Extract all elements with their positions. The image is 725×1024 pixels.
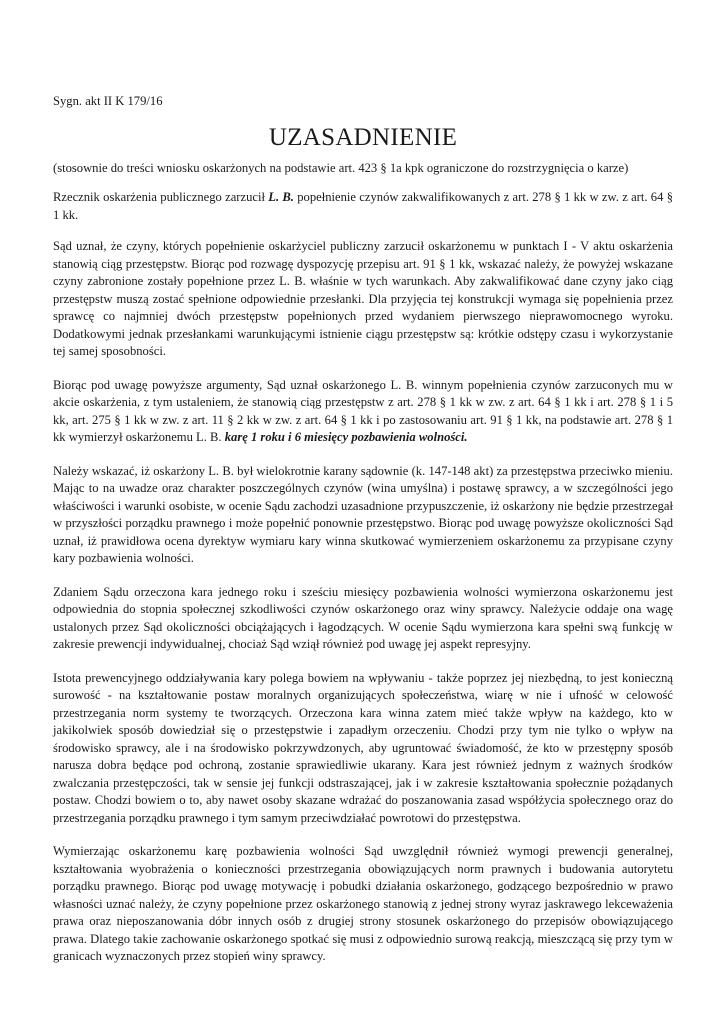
document-body [53,93,673,982]
paragraph-charges-text-start: Rzecznik oskarżenia publicznego zarzucił [53,190,269,204]
penalty-statement: karę 1 roku i 6 miesięcy pozbawienia wolności. [224,430,468,444]
paragraph-general-prevention: Wymierzając oskarżonemu karę pozbawienia wolności Sąd uwzględnił również wymogi prewencji generalnej, kształtowania wyobrażenia o konieczności przestrzegania obowiązujących norm prawnych i budowania autorytetu porządku prawnego. Biorąc pod uwagę motywację i pobudki działania oskarżonego, godzącego bezpośrednio w prawo własności uznać należy, że czyny popełnione przez oskarżonego stanowią z jednej strony wyraz jaskrawego lekceważenia prawa oraz nieposzanowania dóbr innych osób z drugiej strony stosunek oskarżonego do przepisów obowiązującego prawa. Dlatego takie zachowanie oskarżonego spotkać się musi z odpowiednio surową reakcją, mieszczącą się przy tym w granicach wyznaczonych przez stopień winy sprawcy. [53,844,673,963]
paragraph-charges-text-end: popełnienie czynów zakwalifikowanych z art. 278 § 1 kk w zw. z art. 64 § 1 kk. [53,190,673,222]
paragraph-verdict [53,377,673,447]
paragraph-verdict-text: Biorąc pod uwagę powyższe argumenty, Sąd uznał oskarżonego L. B. winnym popełnienia czynów zarzuconych mu w akcie oskarżenia, z tym ustaleniem, że stanowią ciąg przestępstw z art. 278 § 1 kk w zw. z art. 64 § 1 kk i art. 278 § 1 i 5 kk, art. 275 § 1 kk w zw. z art. 11 § 2 kk w zw. z art. 64 § 1 kk i po zastosowaniu art. 91 § 1 kk, na podstawie art. 278 § 1 kk wymierzył oskarżonemu L. B. [53,377,673,444]
paragraph-prior-convictions: Należy wskazać, iż oskarżony L. B. był wielokrotnie karany sądownie (k. 147-148 akt) za przestępstwa przeciwko mieniu. Mając to na uwadze oraz charakter poszczególnych czynów (wina umyślna) i postawę sprawcy, a w szczególności jego właściwości i warunki osobiste, w ocenie Sądu zachodzi uzasadnione przypuszczenie, iż oskarżony nie będzie przestrzegał w przyszłości porządku prawnego i może popełnić ponownie przestępstwo. Biorąc pod uwagę powyższe okoliczności Sąd uznał, iż prawidłowa ocena dyrektyw wymiaru kary winna skutkować wymierzeniem oskarżonemu za przypisane czyny kary pozbawienia wolności. [53,463,673,565]
paragraph-penalty-adequacy: Zdaniem Sądu orzeczona kara jednego roku i sześciu miesięcy pozbawienia wolności wymierzona oskarżonemu jest odpowiednia do stopnia społecznej szkodliwości czynów oskarżonego oraz winy sprawcy. Należycie oddaje ona wagę ustalonych przez Sąd okoliczności obciążających i łagodzących. W ocenie Sądu wymierzona kara spełni swą funkcję w zakresie prewencji indywidualnej, chociaż Sąd wziął również pod uwagę jej aspekt represyjny. [53,584,673,651]
defendant-name: L. B. [268,190,294,204]
paragraph-preventive-function: Istota prewencyjnego oddziaływania kary polega bowiem na wpływaniu - także poprzez jej niezbędną, to jest konieczną surowość - na kształtowanie postaw moralnych organizujących społeczeństwa, wiarę w nie i ufność w celowość przestrzegania norm systemy te tworzących. Orzeczona kara winna zatem mieć także wpływ na każdego, kto w jakikolwiek sposób dowiedział się o przestępstwie i zapadłym orzeczeniu. Chodzi przy tym nie tylko o wpływ na środowisko sprawcy, ale i na środowisko pokrzywdzonych, aby ugruntować świadomość, że kto w przestępny sposób narusza dobra będące pod ochroną, zostanie sprawiedliwie ukarany. Kara jest również jednym z ważnych środków zwalczania przestępczości, tak w sensie jej funkcji odstraszającej, jak i w zakresie kształtowania społecznie pożądanych postaw. Chodzi bowiem o to, aby nawet osoby skazane wdrażać do poszanowania zasad współżycia społecznego oraz do przestrzegania porządku prawnego i tym samym przeciwdziałać powrotowi do przestępstwa. [53,670,673,825]
paragraph-series-of-offences: Sąd uznał, że czyny, których popełnienie oskarżyciel publiczny zarzucił oskarżonemu w punktach I - V aktu oskarżenia stanowią ciąg przestępstw. Biorąc pod rozwagę dyspozycję przepisu art. 91 § 1 kk, wskazać należy, że powyżej wskazane czyny zabronione zostały popełnione przez L. B. właśnie w tych warunkach. Aby zakwalifikować dane czyny jako ciąg przestępstw muszą zostać spełnione odpowiednie przesłanki. Dla przyjęcia tej konstrukcji wymaga się popełnienia przez sprawcę co najmniej dwóch przestępstw popełnionych przed wydaniem pierwszego nieprawomocnego wyroku. Dodatkowymi jednak przesłankami warunkującymi istnienie ciągu przestępstw są: krótkie odstępy czasu i wykorzystanie tej samej sposobności. [53,239,673,358]
document-subtitle: (stosownie do treści wniosku oskarżonych na podstawie art. 423 § 1a kpk ograniczone do rozstrzygnięcia o karze) [53,160,629,175]
case-signature: Sygn. akt II K 179/16 [53,94,163,108]
document-title: UZASADNIENIE [268,123,458,151]
paragraph-charges [53,189,673,224]
